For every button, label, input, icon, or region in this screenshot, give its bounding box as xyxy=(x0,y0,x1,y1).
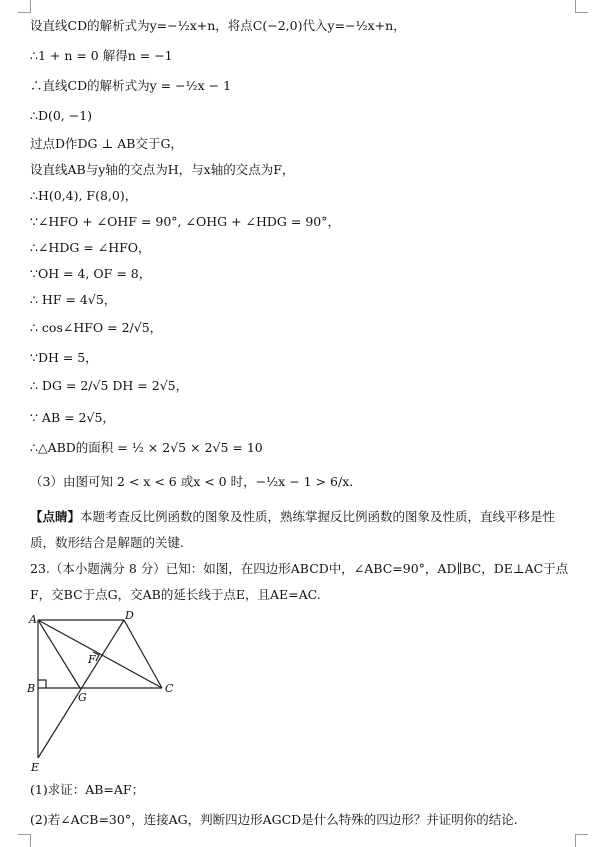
solution-line: ∴H(0,4), F(8,0)， xyxy=(30,188,138,203)
question-1: (1)求证：AB=AF； xyxy=(30,782,145,797)
label-d: D xyxy=(125,609,134,622)
solution-line: （3）由图可知 2 < x < 6 或x < 0 时，−½x − 1 > 6/x. xyxy=(30,474,354,489)
corner-mark xyxy=(18,0,31,13)
solution-line: ∴∠HDG = ∠HFO， xyxy=(30,240,151,255)
solution-line: ∴ HF = 4√5， xyxy=(30,292,117,307)
right-angle-mark-b xyxy=(38,680,46,688)
solution-line: ∵OH = 4, OF = 8， xyxy=(30,266,152,281)
solution-line: ∵∠HFO + ∠OHF = 90°, ∠OHG + ∠HDG = 90°， xyxy=(30,214,340,229)
problem-statement: 23.（本小题满分 8 分）已知：如图，在四边形ABCD中，∠ABC=90°，AD∥BC，DE⊥AC于点F，交BC于点G，交AB的延长线于点E，且AE=AC. xyxy=(30,561,569,602)
solution-line: ∴△ABD的面积 = ½ × 2√5 × 2√5 = 10 xyxy=(30,440,263,455)
segment-ag xyxy=(38,620,80,688)
comment-label: 【点睛】 xyxy=(30,509,81,524)
corner-mark xyxy=(575,834,588,847)
solution-line: 设直线CD的解析式为y=−½x+n，将点C(−2,0)代入y=−½x+n， xyxy=(30,18,406,33)
solution-line: ∴ cos∠HFO = 2/√5， xyxy=(30,320,163,335)
label-g: G xyxy=(78,691,87,704)
solution-line: ∴ DG = 2/√5 DH = 2√5， xyxy=(30,378,189,393)
solution-line: ∴直线CD的解析式为y = −½x − 1 xyxy=(30,78,232,93)
label-f: F xyxy=(88,653,96,666)
solution-line: 过点D作DG ⊥ AB交于G， xyxy=(30,136,183,151)
corner-mark xyxy=(575,0,588,13)
label-e: E xyxy=(31,761,40,774)
label-b: B xyxy=(27,682,36,695)
solution-line: ∵ AB = 2√5， xyxy=(30,410,115,425)
quadrilateral-figure xyxy=(26,608,186,778)
solution-line: ∴D(0, −1) xyxy=(30,108,93,123)
corner-mark xyxy=(18,834,31,847)
label-c: C xyxy=(165,682,174,695)
solution-line: ∴1 + n = 0 解得n = −1 xyxy=(30,48,173,63)
question-2: (2)若∠ACB=30°，连接AG，判断四边形AGCD是什么特殊的四边形？并证明你的结论. xyxy=(30,812,518,827)
label-a: A xyxy=(29,613,37,626)
solution-line: 设直线AB与y轴的交点为H，与x轴的交点为F， xyxy=(30,162,295,177)
comment-paragraph xyxy=(30,504,578,556)
comment-text: 本题考查反比例函数的图象及性质，熟练掌握反比例函数的图象及性质，直线平移是性质，数形结合是解题的关键. xyxy=(30,509,556,550)
solution-line: ∵DH = 5， xyxy=(30,350,98,365)
